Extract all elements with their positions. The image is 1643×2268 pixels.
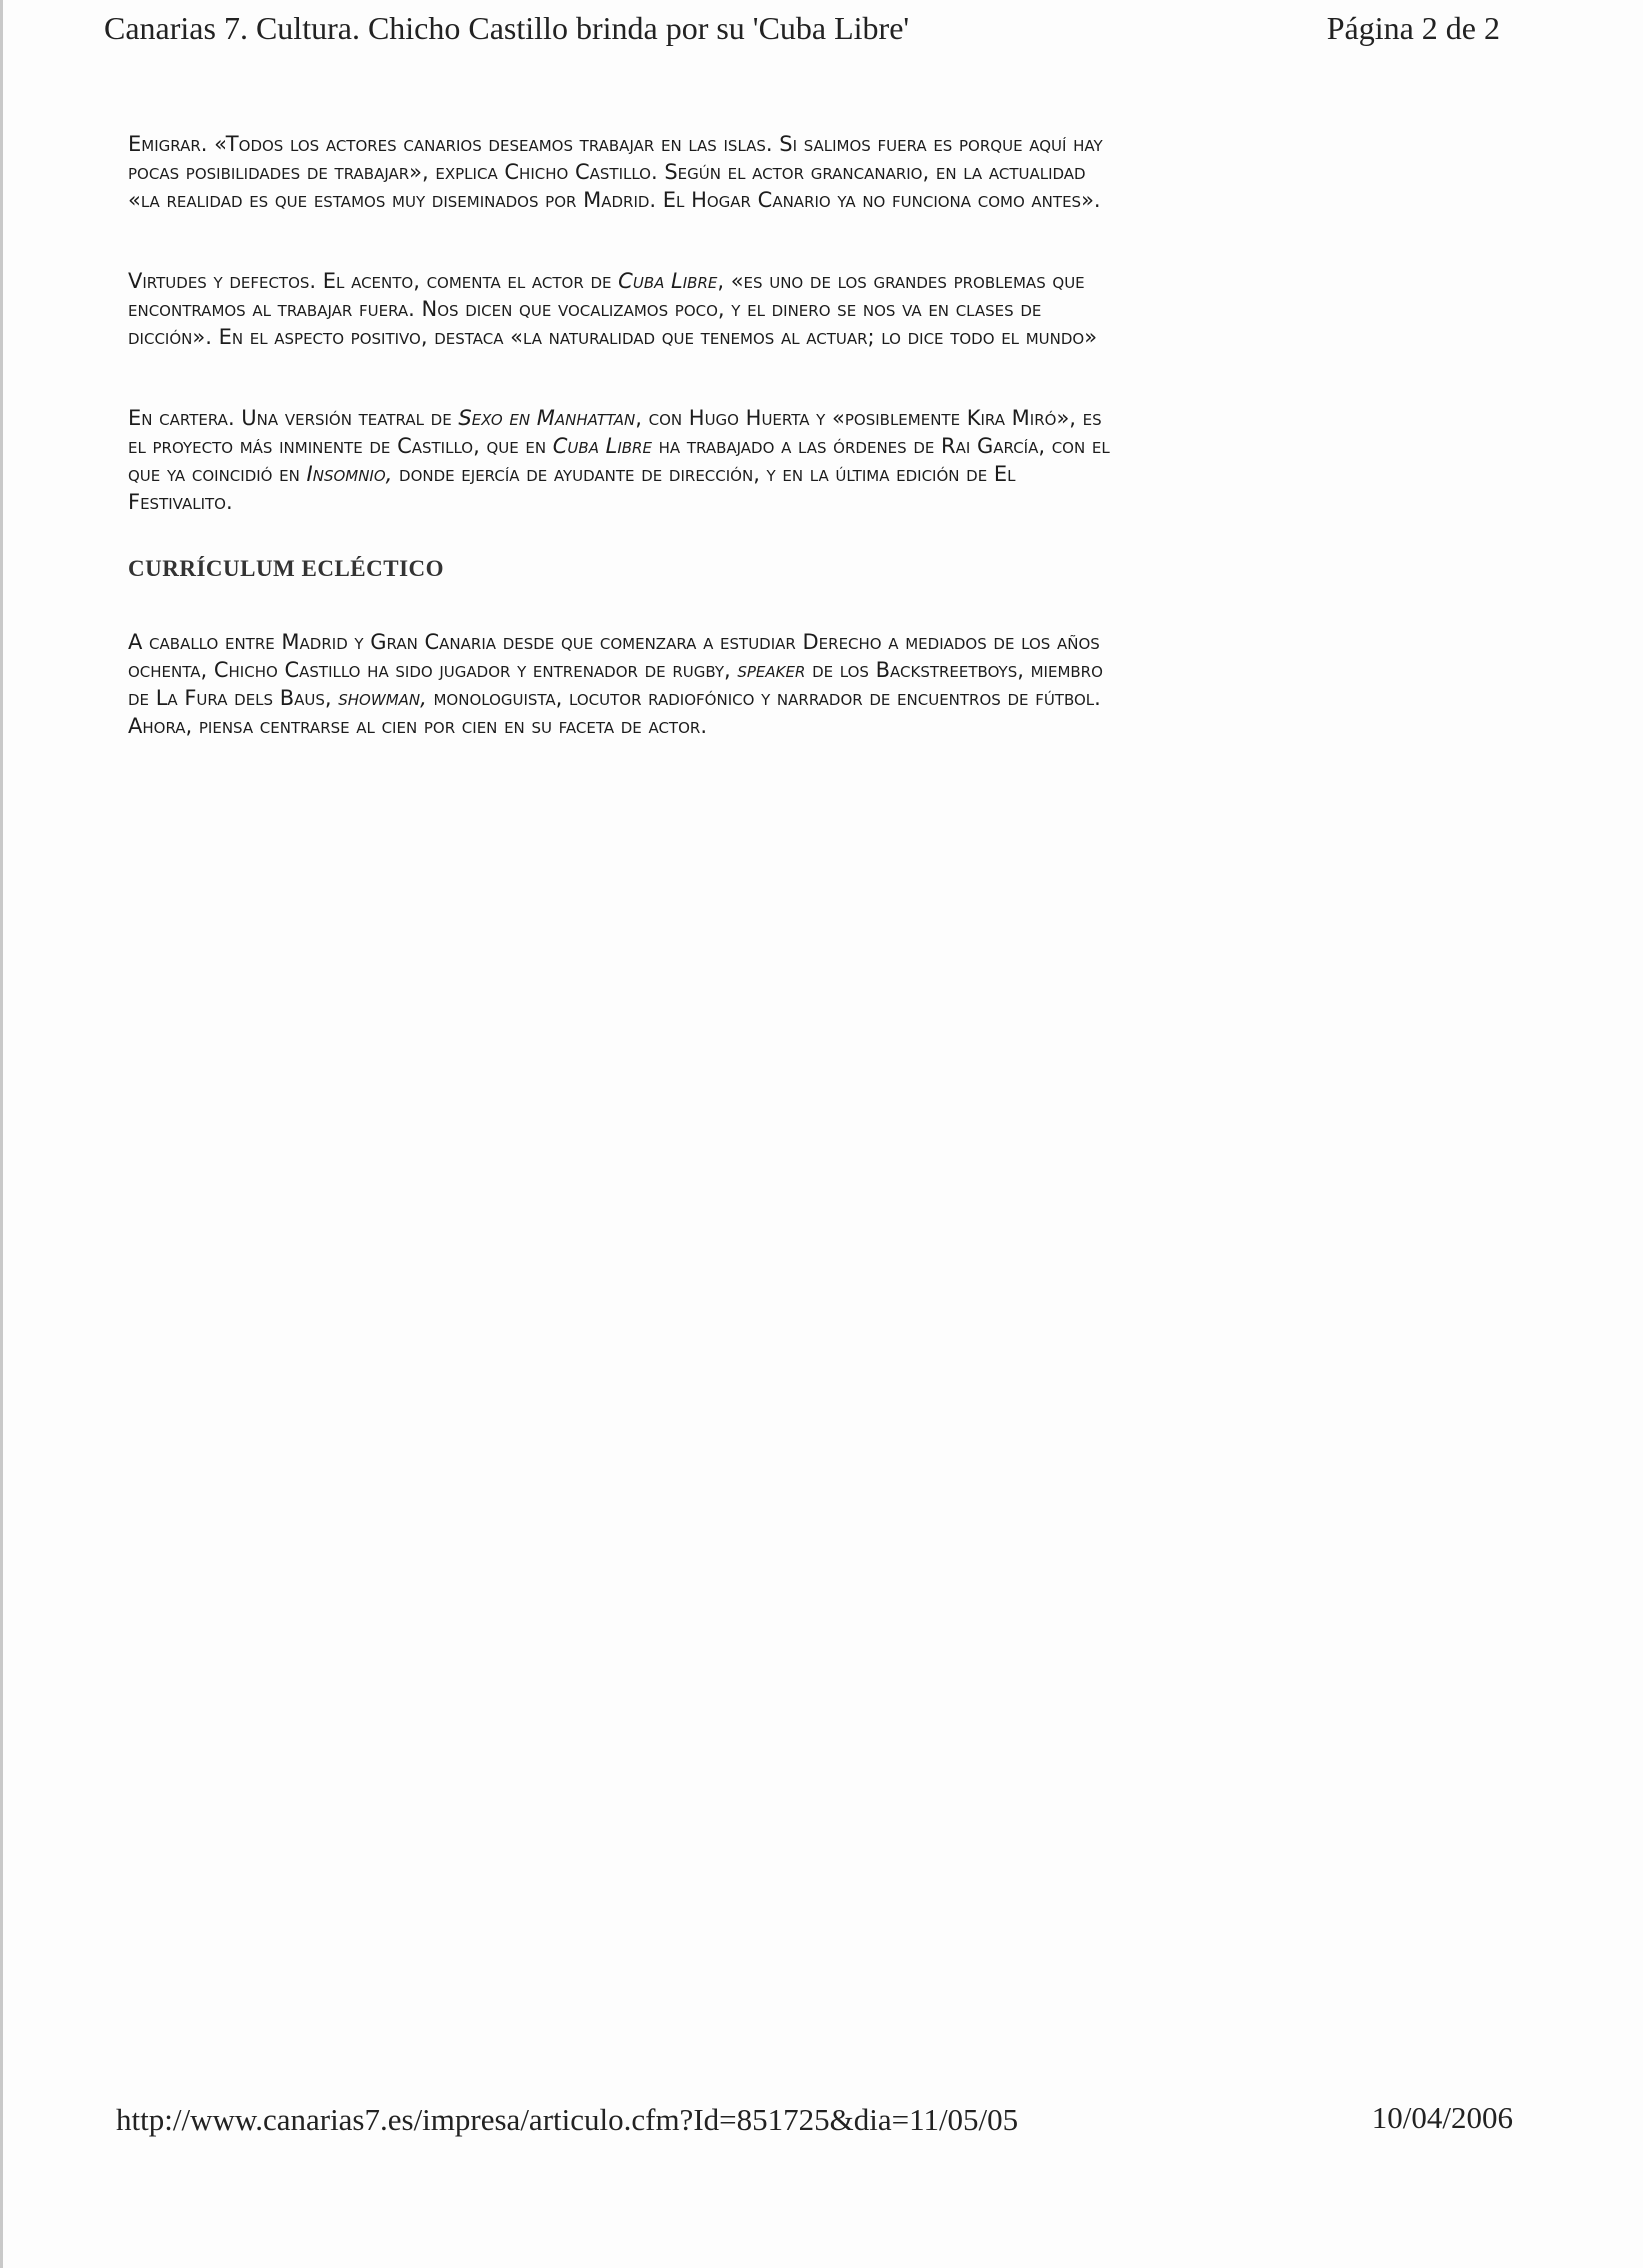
paragraph-text: A caballo entre Madrid y Gran Canaria desde que comenzara a estudiar Derecho a mediados de los años ochenta, Chicho Castillo ha sido jugador y entrenador de rugby, [128, 630, 1100, 682]
paragraph-virtudes [128, 267, 1118, 351]
paragraph-curriculum [128, 628, 1118, 740]
paragraph-text: , «es uno de los grandes problemas que encontramos al trabajar fuera. Nos dicen que vocalizamos poco, y el dinero se nos va en clases de dicción». En el aspecto positivo, destaca «la naturalidad que tenemos al actuar; lo dice todo el mundo» [128, 269, 1098, 349]
paragraph-text: En cartera. Una versión teatral de [128, 406, 459, 430]
paragraph-text: donde ejercía de ayudante de dirección, y en la última edición de El Festivalito. [128, 462, 1016, 514]
section-heading: CURRÍCULUM ECLÉCTICO [128, 556, 445, 581]
paragraph-text: Virtudes y defectos. El acento, comenta el actor de [128, 269, 619, 293]
paragraph-text: monologuista, locutor radiofónico y narrador de encuentros de fútbol. Ahora, piensa centrarse al cien por cien en su faceta de actor. [128, 686, 1101, 738]
paragraph-cartera [128, 404, 1118, 516]
article-body [128, 130, 1118, 793]
scan-edge [0, 0, 3, 2268]
paragraph-text: ha trabajado a las órdenes de Rai García, con el que ya coincidió en [128, 434, 1110, 486]
paragraph-emigrar [128, 130, 1118, 214]
italic-title: Cuba Libre [618, 269, 718, 293]
italic-term: speaker [737, 658, 806, 682]
italic-title: Sexo en Manhattan [458, 406, 636, 430]
italic-title: Insomnio, [306, 462, 393, 486]
page-header-title: Canarias 7. Cultura. Chicho Castillo brinda por su 'Cuba Libre' [104, 10, 910, 46]
paragraph-text: de los Backstreetboys, miembro de La Fura dels Baus, [128, 658, 1103, 710]
footer-date: 10/04/2006 [1371, 2100, 1513, 2135]
page-number: Página 2 de 2 [1326, 10, 1500, 46]
italic-term: showman, [338, 686, 427, 710]
paragraph-text: , con Hugo Huerta y «posiblemente Kira Miró», es el proyecto más inminente de Castillo, que en [128, 406, 1102, 458]
paragraph-text: Emigrar. «Todos los actores canarios deseamos trabajar en las islas. Si salimos fuera es porque aquí hay pocas posibilidades de trabajar», explica Chicho Castillo. Según el actor grancanario, en la actualidad «la realidad es que estamos muy diseminados por Madrid. El Hogar Canario ya no funciona como antes». [128, 132, 1103, 212]
footer-url: http://www.canarias7.es/impresa/articulo.cfm?Id=851725&dia=11/05/05 [116, 2102, 1019, 2137]
italic-title: Cuba Libre [552, 434, 652, 458]
